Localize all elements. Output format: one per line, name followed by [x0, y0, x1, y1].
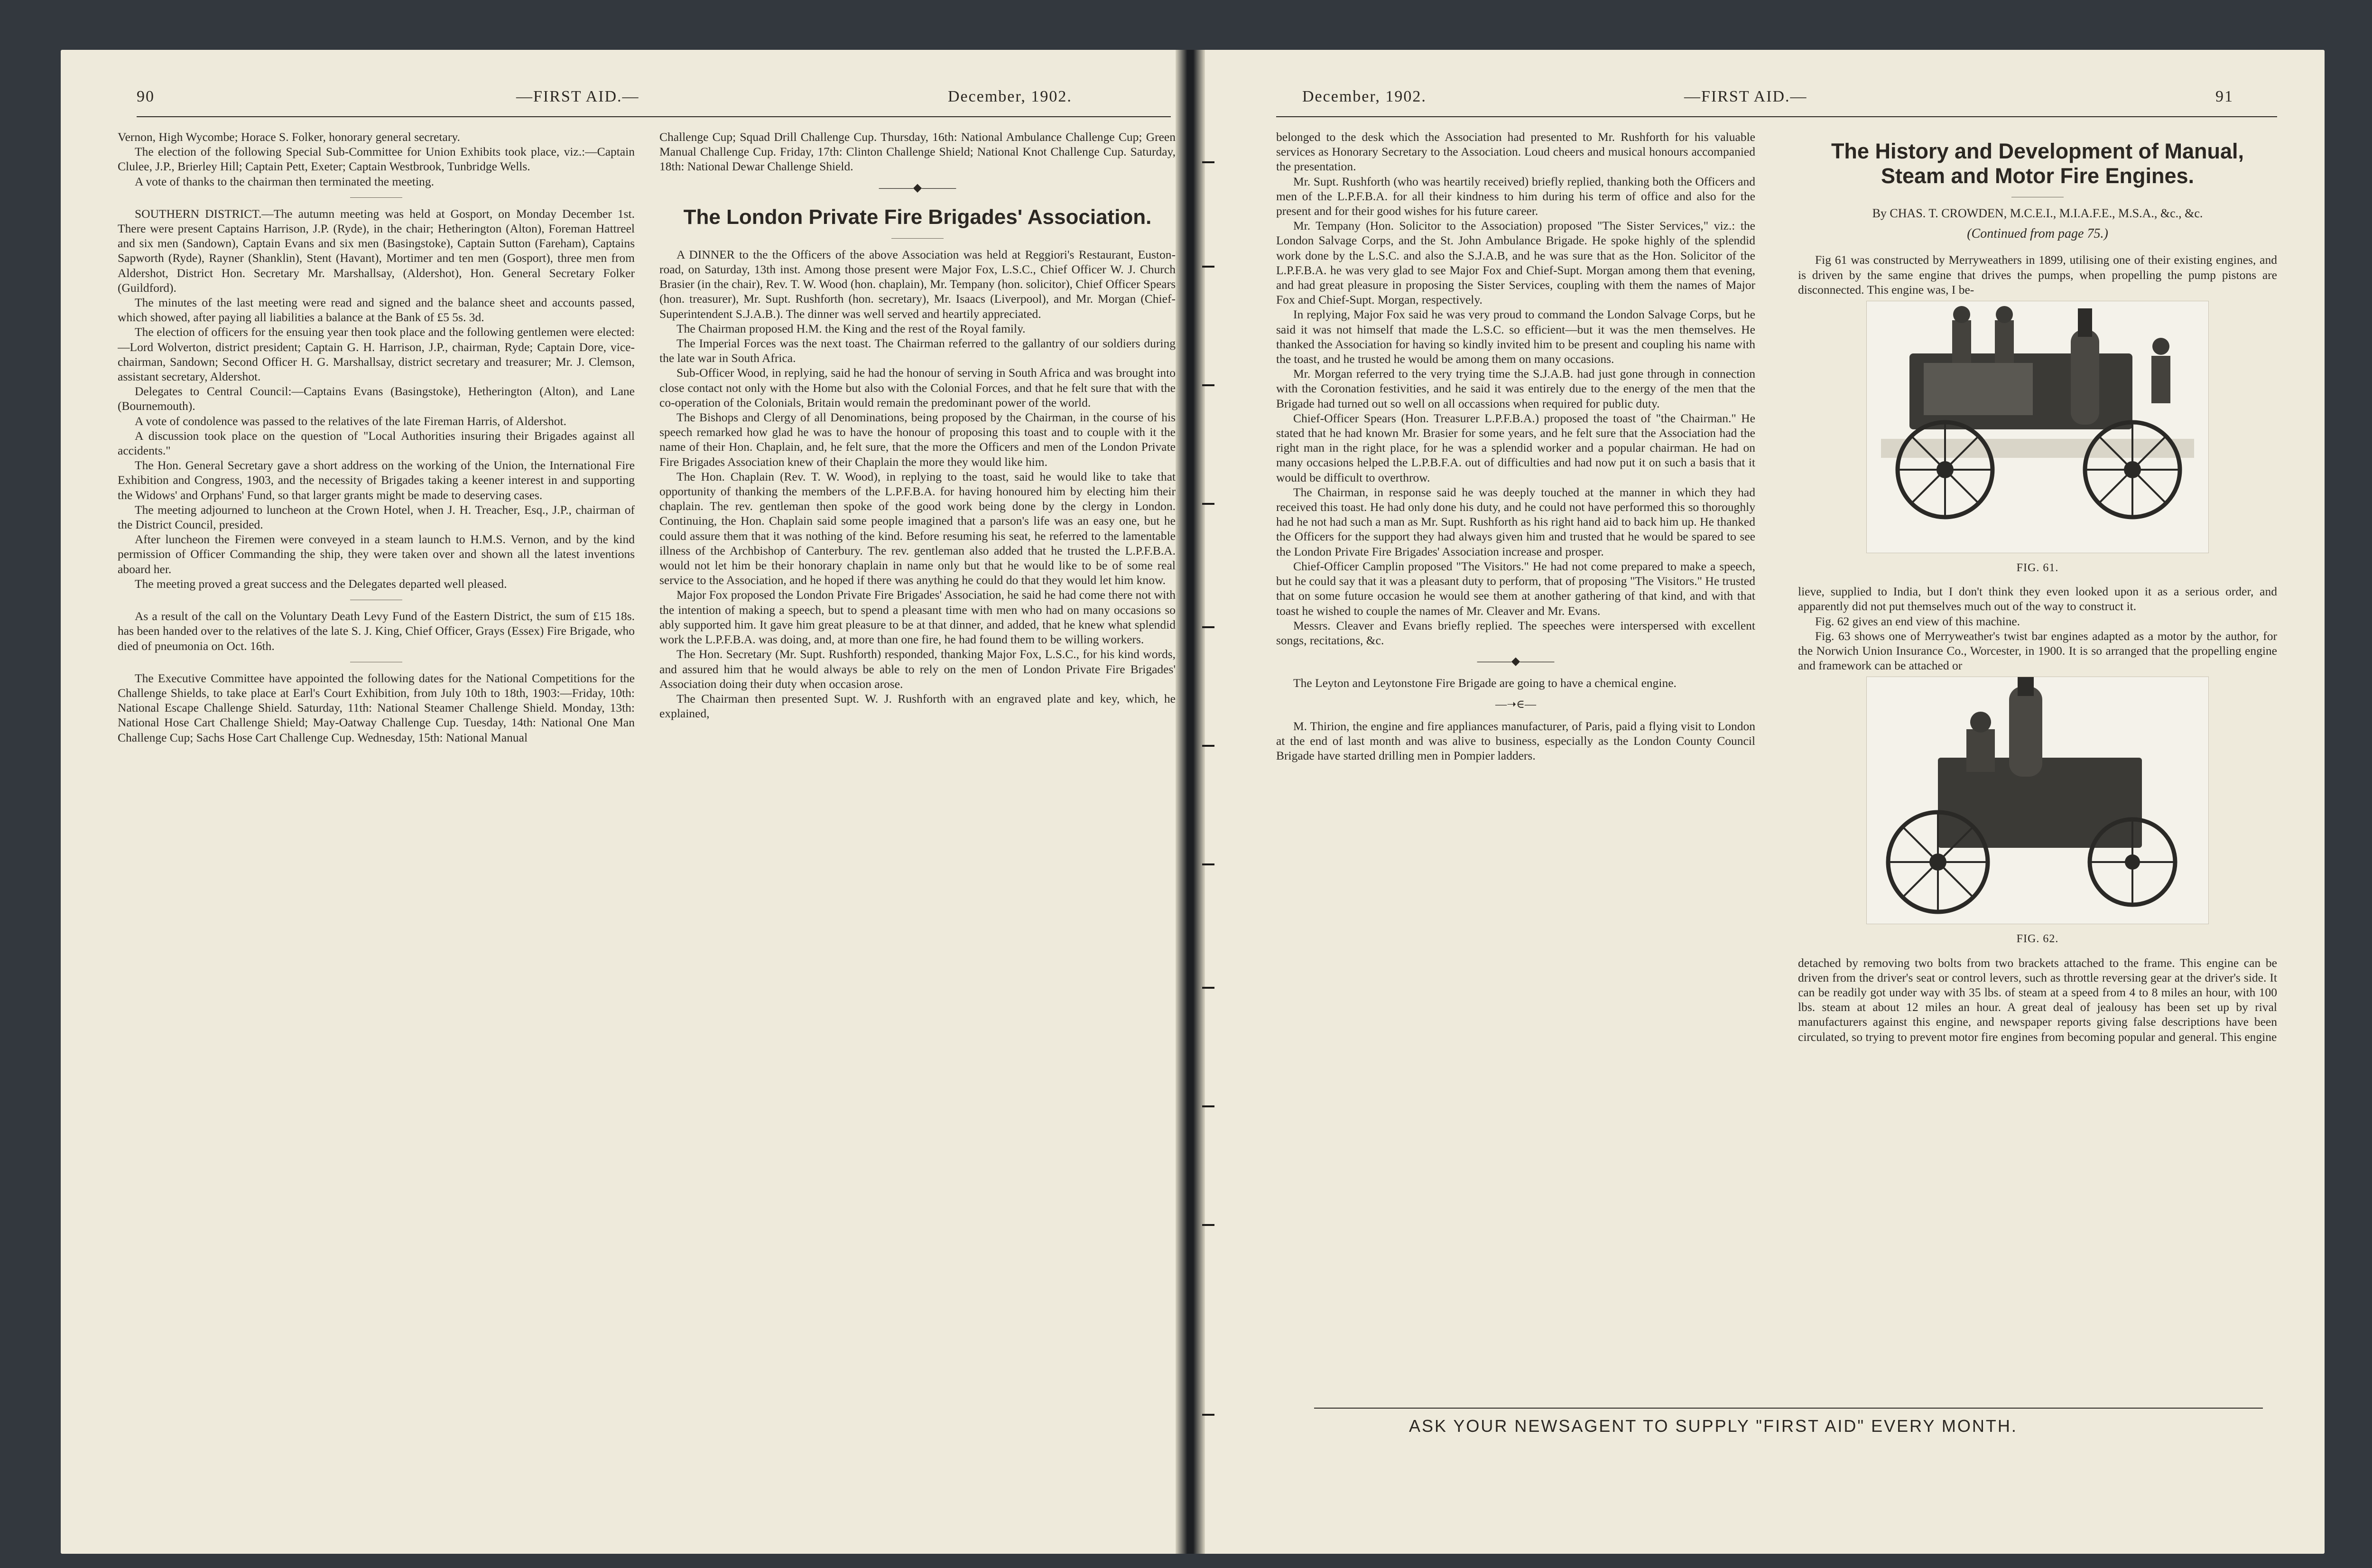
- dinner-report-continued: [1276, 130, 1755, 648]
- left-page: [61, 50, 1176, 1554]
- article-paragraph: Vernon, High Wycombe; Horace S. Folker, honorary general secretary.: [118, 130, 460, 144]
- binding-stitch: [1202, 266, 1214, 268]
- header-rule: [1276, 116, 2277, 117]
- article-paragraph: After luncheon the Firemen were conveyed in a steam launch to H.M.S. Vernon, and by the kind permission of Officer Commanding the ship, they were taken over and shown all the latest inventions aboard her.: [118, 532, 635, 576]
- binding-stitch: [1202, 1105, 1214, 1107]
- article-paragraph: Messrs. Cleaver and Evans briefly replied. The speeches were interspersed with excellent songs, recitations, &c.: [1276, 618, 1755, 647]
- binding-stitch: [1202, 1224, 1214, 1226]
- fig-61-caption: FIG. 61.: [2016, 562, 2059, 575]
- article-paragraph: The Chairman then presented Supt. W. J. Rushforth with an engraved plate and key, which, he explained,: [659, 691, 1176, 721]
- book-gutter: [1176, 50, 1205, 1554]
- competition-dates-continued: Challenge Cup; Squad Drill Challenge Cup. Thursday, 16th: National Ambulance Challenge Cup; Green Manual Challenge Cup. Friday, 17th: Clinton Challenge Shield; National Knot Challenge Cup. Saturday, 18th: National Dewar Challenge Shield.: [659, 130, 1176, 174]
- right-header-date: December, 1902.: [1302, 88, 1427, 105]
- article-paragraph: Major Fox proposed the London Private Fire Brigades' Association, he said he had come there not with the intention of making a speech, but to spend a pleasant time with men who had on many occasions so ably supported him. It gave him great pleasure to be at that dinner, and added, that he knew what splendid work the L.P.F.B.A. was doing, and, at more than one fire, he had found them to be willing workers.: [659, 588, 1176, 647]
- left-column-2: [659, 130, 1176, 1529]
- article-paragraph: The Bishops and Clergy of all Denominations, being proposed by the Chairman, in the course of his speech remarked how glad he was to have the honour of proposing this toast and to couple with it the name of their Hon. Chaplain, and, he felt sure, that the more the Officers and men of the London Private Fire Brigades Association knew of their Chaplain the more they would like him.: [659, 410, 1176, 469]
- article-paragraph: The minutes of the last meeting were read and signed and the balance sheet and accounts passed, which showed, after paying all liabilities a balance at the Bank of £5 5s. 3d.: [118, 296, 635, 325]
- article-paragraph: A discussion took place on the question of "Local Authorities insuring their Brigades against all accidents.": [118, 428, 635, 458]
- article-paragraph: Fig. 63 shows one of Merryweather's twist bar engines adapted as a motor by the author, for the Norwich Union Insurance Co., Worcester, in 1900. It is so arranged that the propelling engine and framework can be attached or: [1798, 629, 2277, 673]
- right-page: [1205, 50, 2325, 1554]
- paragraph-separator: [350, 197, 402, 198]
- article-paragraph: The Hon. General Secretary gave a short address on the working of the Union, the International Fire Exhibition and Congress, 1903, and the necessity of Brigades taking a keener interest in and supporting the Widows' and Orphans' Fund, so that larger grants might be made to deserving cases.: [118, 458, 635, 502]
- binding-stitch: [1202, 503, 1214, 505]
- article-paragraph: Delegates to Central Council:—Captains Evans (Basingstoke), Hetherington (Alton), and Lane (Bournemouth).: [118, 384, 635, 413]
- binding-stitch: [1202, 745, 1214, 747]
- article-paragraph: SOUTHERN DISTRICT.—The autumn meeting was held at Gosport, on Monday December 1st. There were present Captains Harrison, J.P. (Ryde), in the chair; Hetherington (Alton), Foreman Hattreel and six men (Sandown), Captain Evans and six men (Basingstoke), Captain Sutton (Fareham), Captains Sapworth (Ryde), Rayner (Shanklin), Stent (Havant), Mortimer and ten men (Gosport), three men from Aldershot, District Hon. Secretary Mr. Marshallsay, (Aldershot), Hon. General Secretary Folker (Guildford).: [118, 206, 635, 295]
- binding-stitch: [1202, 1414, 1214, 1416]
- article-paragraph: As a result of the call on the Voluntary Death Levy Fund of the Eastern District, the sum of £15 18s. has been handed over to the relatives of the late S. J. King, Chief Officer, Grays (Essex) Fire Brigade, who died of pneumonia on Oct. 16th.: [118, 609, 635, 653]
- article-paragraph: The meeting proved a great success and the Delegates departed well pleased.: [135, 576, 507, 591]
- article-paragraph: Chief-Officer Spears (Hon. Treasurer L.P.F.B.A.) proposed the toast of "the Chairman." He stated that he had known Mr. Brasier for some years, and he felt sure that the Association had the right man in the right place, for he was a splendid worker and a popular chairman. He had on many occasions helped the L.P.B.F.A. out of difficulties and had now put it on such a basis that it would be difficult to overthrow.: [1276, 411, 1755, 484]
- binding-stitch: [1202, 987, 1214, 989]
- article-body: [1798, 584, 2277, 673]
- article-paragraph: The meeting adjourned to luncheon at the Crown Hotel, when J. H. Treacher, Esq., J.P., chairman of the District Council, presided.: [118, 502, 635, 532]
- left-header-date: December, 1902.: [948, 88, 1072, 105]
- dinner-report: [659, 247, 1176, 721]
- section-ornament: ———◆———: [879, 181, 956, 194]
- article-paragraph: The election of the following Special Sub-Committee for Union Exhibits took place, viz.:—Captain Clulee, J.P., Brierley Hill; Captain Pett, Exeter; Captain Westbrook, Tunbridge Wells.: [118, 145, 635, 174]
- section-ornament: ———◆———: [1477, 655, 1555, 668]
- footer-advert: ASK YOUR NEWSAGENT TO SUPPLY "FIRST AID" EVERY MONTH.: [1409, 1416, 2018, 1436]
- article-paragraph: belonged to the desk which the Association had presented to Mr. Rushforth for his valuable services as Honorary Secretary to the Association. Loud cheers and musical honours accompanied the presentation.: [1276, 130, 1755, 174]
- article-paragraph: Sub-Officer Wood, in replying, said he had the honour of serving in South Africa and was brought into close contact not only with the Home but also with the Colonial Forces, and that he felt sure that with the co-operation of the Colonials, Britain would remain the predominant power of the world.: [659, 366, 1176, 409]
- article-paragraph: lieve, supplied to India, but I don't think they even looked upon it as a serious order, and apparently did not put themselves much out of the way to construct it.: [1798, 585, 2277, 613]
- article-paragraph: A DINNER to the the Officers of the above Association was held at Reggiori's Restaurant, Euston-road, on Saturday, 13th inst. Among those present were Major Fox, L.S.C., Chief Officer W. J. Church Brasier (in the chair), Rev. T. W. Wood (hon. chaplain), Mr. Tempany (hon. solicitor), Chief Officer Spears (hon. treasurer), Mr. Supt. Rushforth (hon. secretary), Mr. Isaacs (Liverpool), and Mr. Morgan (Chief-Superintendent S.J.A.B.). The dinner was well served and heartily appreciated.: [659, 247, 1176, 321]
- thirion-visit-note: M. Thirion, the engine and fire appliances manufacturer, of Paris, paid a flying visit to London at the end of last month and was alive to business, especially as the London County Council Brigade have started drilling men in Pompier ladders.: [1276, 719, 1755, 763]
- article-paragraph: The Imperial Forces was the next toast. The Chairman referred to the gallantry of our soldiers during the late war in South Africa.: [659, 336, 1176, 365]
- article-paragraph: The Hon. Secretary (Mr. Supt. Rushforth) responded, thanking Major Fox, L.S.C., for his kind words, and assured him that he would always be able to rely on the men of London Private Fire Brigades' Association doing their duty when occasion arose.: [659, 647, 1176, 691]
- fig-62-engine-end-view-photo: [1866, 677, 2209, 924]
- article-paragraph: A vote of condolence was passed to the relatives of the late Fireman Harris, of Aldershot.: [135, 414, 566, 428]
- article-headline: The History and Development of Manual, Steam and Motor Fire Engines.: [1831, 139, 2244, 188]
- binding-stitch: [1202, 626, 1214, 628]
- article-paragraph: detached by removing two bolts from two brackets attached to the frame. This engine can be driven from the driver's seat or control levers, such as throttle reversing gear at the driver's side. It can be readily got under way with 35 lbs. of steam at a speed from 4 to 8 miles an hour, with 100 lbs. steam at about 12 miles an hour. A great deal of jealousy has been set up by rival manufacturers against this engine, and newspaper reports giving false descriptions have been circulated, so trying to prevent motor fire engines from becoming popular and general. This engine: [1798, 956, 2277, 1044]
- article-paragraph: Mr. Morgan referred to the very trying time the S.J.A.B. had just gone through in connection with the Coronation festivities, and he said it was entirely due to the energy of the men that the Brigade had turned out so well on all occassions when required for public duty.: [1276, 367, 1755, 410]
- fig-62-caption: FIG. 62.: [2016, 933, 2059, 946]
- right-column-1: [1276, 130, 1755, 1458]
- left-page-number: 90: [137, 88, 155, 105]
- article-paragraph: Fig 61 was constructed by Merryweathers in 1899, utilising one of their existing engines, and is driven by the same engine that drives the pumps, when propelling the pump pistons are disconnected. This engine was, I be-: [1798, 253, 2277, 297]
- article-paragraph: In replying, Major Fox said he was very proud to command the London Salvage Corps, but he said it was not himself that made the L.S.C. so efficient—but it was the men themselves. He thanked the Association for having so kindly invited him to be present and coupling his name with the toast, and he trusted he would be among them on many occasions.: [1276, 307, 1755, 366]
- article-paragraph: Mr. Supt. Rushforth (who was heartily received) briefly replied, thanking both the Officers and men of the L.P.F.B.A. for all their kindness to him during his term of office and also for the present and for their good wishes for his future career.: [1276, 174, 1755, 218]
- article-paragraph: The Executive Committee have appointed the following dates for the National Competitions for the Challenge Shields, to take place at Earl's Court Exhibition, from July 10th to 18th, 1903:—Friday, 10th: National Escape Challenge Shield. Saturday, 11th: National Steamer Challenge Shield. Monday, 13th: National Hose Cart Challenge Shield; May-Oatway Challenge Cup. Tuesday, 14th: National One Man Challenge Cup; Sachs Hose Cart Challenge Cup. Wednesday, 15th: National Manual: [118, 671, 635, 744]
- binding-stitch: [1202, 384, 1214, 386]
- article-paragraph: The Chairman, in response said he was deeply touched at the manner in which they had received this toast. He had only done his duty, and he could not have performed this so thoroughly had he not had such a man as Mr. Supt. Rushforth as his right hand aid to back him up. He thanked the Officers for the support they had always given him and trusted that he would be spared to see the London Private Fire Brigades' Association increase and prosper.: [1276, 485, 1755, 558]
- left-header-title: —FIRST AID.—: [516, 88, 639, 105]
- fig-61-motor-fire-engine-photo: [1866, 301, 2209, 553]
- right-header-title: —FIRST AID.—: [1684, 88, 1807, 105]
- right-column-2: [1798, 130, 2277, 1467]
- article-paragraph: The election of officers for the ensuing year then took place and the following gentlemen were elected:—Lord Wolverton, district president; Captain G. H. Harrison, J.P., chairman, Ryde; Captain Dore, vice-chairman, Sandown; Second Officer H. G. Marshallsay, district secretary and treasurer; Mr. J. Clemson, assistant secretary, Aldershot.: [118, 325, 635, 384]
- header-rule: [137, 116, 1171, 117]
- left-column-1: [118, 130, 635, 1529]
- right-page-number: 91: [2215, 88, 2233, 105]
- article-paragraph: The Chairman proposed H.M. the King and the rest of the Royal family.: [676, 321, 1026, 335]
- section-ornament: —➝∈—: [1495, 698, 1536, 711]
- footer-rule: [1314, 1408, 2263, 1409]
- article-paragraph: The Hon. Chaplain (Rev. T. W. Wood), in replying to the toast, said he would like to take that opportunity of thanking the members of the L.P.F.B.A. for having honoured him by electing him their chaplain. The rev. gentleman then spoke of the good work being done by the clergy in London. Continuing, the Hon. Chaplain said some people imagined that a parson's life was an easy one, but he could assure them that it was nothing of the kind. Before resuming his seat, he referred to the lamentable illness of the Archbishop of Canterbury. The rev. gentleman also added that he trusted the L.P.F.B.A. would not let him be their honorary chaplain in name only but that he would like to be of some real service to the Association, and he hoped if there was anything he could do that they would let him know.: [659, 469, 1176, 587]
- headline-separator: [891, 238, 944, 239]
- binding-stitch: [1202, 863, 1214, 865]
- article-paragraph: A vote of thanks to the chairman then terminated the meeting.: [135, 174, 434, 188]
- article-paragraph: Mr. Tempany (Hon. Solicitor to the Association) proposed "The Sister Services," viz.: the London Salvage Corps, and the St. John Ambulance Brigade. He spoke highly of the splendid work done by the L.S.C. and also the S.J.A.B, and he was sure that as the Hon. Solicitor of the L.P.F.B.A. he was very glad to see Major Fox and Chief-Supt. Morgan among them that evening, and had great pleasure in proposing the Sister Services, coupling with them the names of Major Fox and Chief-Supt. Morgan, respectively.: [1276, 219, 1755, 307]
- article-paragraph: Chief-Officer Camplin proposed "The Visitors." He had not come prepared to make a speech, but he could say that it was a pleasant duty to perform, that of proposing "The Visitors." He trusted that on some future occasion he would see them at another gathering of that kind, and with that toast he wished to couple the names of Mr. Cleaver and Mr. Evans.: [1276, 559, 1755, 618]
- byline: By CHAS. T. CROWDEN, M.C.E.I., M.I.A.F.E., M.S.A., &c., &c.: [1872, 206, 2203, 220]
- article-paragraph: Fig. 62 gives an end view of this machine.: [1815, 614, 2020, 628]
- binding-stitch: [1202, 161, 1214, 163]
- article-headline: The London Private Fire Brigades' Association.: [683, 205, 1152, 229]
- leyton-brigade-note: The Leyton and Leytonstone Fire Brigade are going to have a chemical engine.: [1293, 676, 1677, 690]
- continued-note: (Continued from page 75.): [1967, 226, 2108, 241]
